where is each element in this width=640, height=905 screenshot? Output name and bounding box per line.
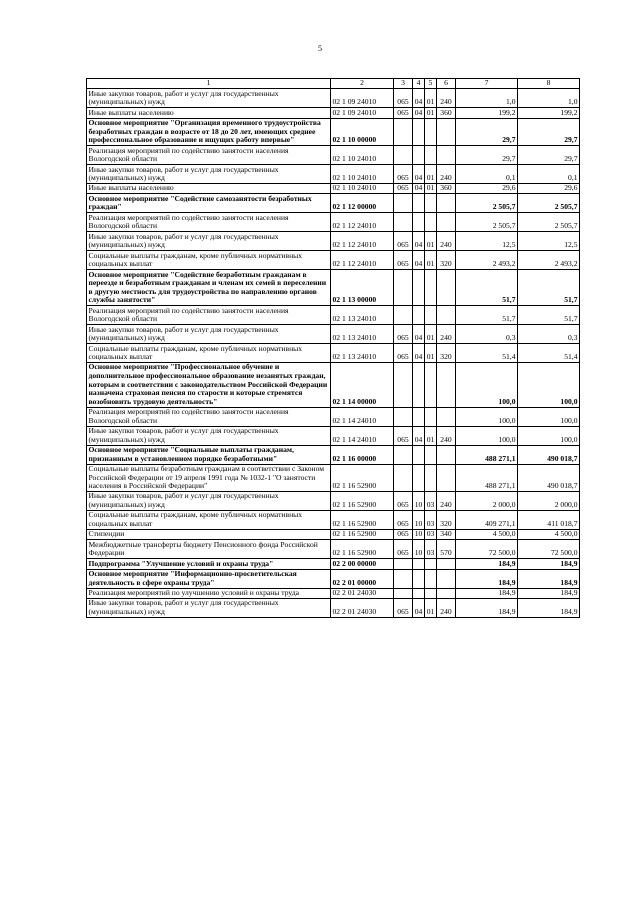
row-amount-year-2: 12,5 bbox=[518, 232, 580, 251]
row-expense-type-code bbox=[437, 194, 456, 213]
row-subsection-code: 01 bbox=[425, 89, 437, 108]
row-subsection-code bbox=[425, 407, 437, 426]
row-expense-type-code: 570 bbox=[437, 540, 456, 559]
row-amount-year-2: 51,7 bbox=[518, 306, 580, 325]
row-name: Социальные выплаты гражданам, кроме публичных нормативных социальных выплат bbox=[87, 251, 331, 270]
row-subsection-code bbox=[425, 464, 437, 492]
header-cell-4: 4 bbox=[413, 79, 425, 89]
row-subsection-code: 01 bbox=[425, 344, 437, 363]
row-subsection-code bbox=[425, 270, 437, 306]
row-section-code: 10 bbox=[413, 529, 425, 539]
row-expense-type-code bbox=[437, 306, 456, 325]
row-expense-type-code: 320 bbox=[437, 251, 456, 270]
row-expense-type-code: 320 bbox=[437, 511, 456, 530]
row-department-code bbox=[394, 146, 413, 165]
row-code: 02 1 12 24010 bbox=[331, 213, 394, 232]
row-amount-year-1: 2 505,7 bbox=[456, 213, 518, 232]
row-name: Иные закупки товаров, работ и услуг для государственных (муниципальных) нужд bbox=[87, 165, 331, 184]
row-amount-year-2: 199,2 bbox=[518, 108, 580, 118]
row-amount-year-2: 100,0 bbox=[518, 407, 580, 426]
header-cell-8: 8 bbox=[518, 79, 580, 89]
row-code: 02 1 10 24010 bbox=[331, 165, 394, 184]
row-amount-year-2: 2 505,7 bbox=[518, 213, 580, 232]
row-code: 02 1 09 24010 bbox=[331, 89, 394, 108]
row-section-code bbox=[413, 306, 425, 325]
row-amount-year-2: 184,9 bbox=[518, 569, 580, 588]
row-code: 02 1 12 24010 bbox=[331, 251, 394, 270]
row-expense-type-code: 360 bbox=[437, 184, 456, 194]
row-name: Основное мероприятие "Социальные выплаты гражданам, признанным в установленном порядке безработными" bbox=[87, 445, 331, 464]
row-amount-year-1: 1,0 bbox=[456, 89, 518, 108]
row-amount-year-2: 184,9 bbox=[518, 598, 580, 617]
row-name: Иные закупки товаров, работ и услуг для государственных (муниципальных) нужд bbox=[87, 89, 331, 108]
row-section-code: 10 bbox=[413, 540, 425, 559]
row-department-code: 065 bbox=[394, 184, 413, 194]
row-department-code: 065 bbox=[394, 89, 413, 108]
row-amount-year-2: 1,0 bbox=[518, 89, 580, 108]
row-subsection-code bbox=[425, 146, 437, 165]
row-amount-year-2: 490 018,7 bbox=[518, 464, 580, 492]
row-department-code: 065 bbox=[394, 232, 413, 251]
row-code: 02 1 16 52900 bbox=[331, 540, 394, 559]
row-section-code: 04 bbox=[413, 251, 425, 270]
table-row bbox=[87, 108, 580, 118]
row-section-code: 04 bbox=[413, 165, 425, 184]
row-amount-year-2: 0,3 bbox=[518, 325, 580, 344]
row-subsection-code bbox=[425, 559, 437, 569]
table-row bbox=[87, 559, 580, 569]
row-amount-year-1: 100,0 bbox=[456, 426, 518, 445]
row-expense-type-code: 240 bbox=[437, 598, 456, 617]
row-subsection-code: 01 bbox=[425, 184, 437, 194]
row-code: 02 2 01 00000 bbox=[331, 569, 394, 588]
row-amount-year-2: 29,7 bbox=[518, 118, 580, 146]
row-subsection-code bbox=[425, 363, 437, 408]
row-name: Основное мероприятие "Профессиональное обучение и дополнительное профессиональное образование незанятых граждан, которым в соответствии с законодательством Российской Федерации назначена страховая пенсия по старости и которые стремятся возобновить трудовую деятельность" bbox=[87, 363, 331, 408]
row-name: Иные закупки товаров, работ и услуг для государственных (муниципальных) нужд bbox=[87, 232, 331, 251]
row-department-code bbox=[394, 306, 413, 325]
row-section-code bbox=[413, 559, 425, 569]
budget-table bbox=[86, 78, 580, 618]
row-name: Иные закупки товаров, работ и услуг для государственных (муниципальных) нужд bbox=[87, 325, 331, 344]
row-code: 02 1 14 24010 bbox=[331, 426, 394, 445]
table-row bbox=[87, 325, 580, 344]
row-code: 02 1 10 24010 bbox=[331, 184, 394, 194]
row-amount-year-1: 199,2 bbox=[456, 108, 518, 118]
row-expense-type-code: 320 bbox=[437, 344, 456, 363]
row-code: 02 2 01 24030 bbox=[331, 598, 394, 617]
table-row bbox=[87, 511, 580, 530]
row-department-code: 065 bbox=[394, 426, 413, 445]
table-row bbox=[87, 529, 580, 539]
row-subsection-code bbox=[425, 445, 437, 464]
row-section-code: 04 bbox=[413, 426, 425, 445]
row-amount-year-2: 51,7 bbox=[518, 270, 580, 306]
row-code: 02 2 01 24030 bbox=[331, 588, 394, 598]
row-name: Межбюджетные трансферты бюджету Пенсионного фонда Российской Федерации bbox=[87, 540, 331, 559]
row-section-code bbox=[413, 194, 425, 213]
table-row bbox=[87, 363, 580, 408]
row-department-code: 065 bbox=[394, 492, 413, 511]
row-department-code bbox=[394, 363, 413, 408]
row-expense-type-code: 240 bbox=[437, 426, 456, 445]
table-row bbox=[87, 306, 580, 325]
row-amount-year-1: 488 271,1 bbox=[456, 445, 518, 464]
row-expense-type-code bbox=[437, 569, 456, 588]
row-subsection-code bbox=[425, 213, 437, 232]
row-amount-year-1: 184,9 bbox=[456, 588, 518, 598]
row-subsection-code bbox=[425, 569, 437, 588]
header-cell-1: 1 bbox=[87, 79, 331, 89]
row-section-code: 04 bbox=[413, 89, 425, 108]
row-expense-type-code bbox=[437, 464, 456, 492]
table-row bbox=[87, 89, 580, 108]
row-expense-type-code bbox=[437, 270, 456, 306]
table-row bbox=[87, 270, 580, 306]
row-name: Реализация мероприятий по содействию занятости населения Вологодской области bbox=[87, 146, 331, 165]
row-department-code: 065 bbox=[394, 598, 413, 617]
row-amount-year-1: 2 493,2 bbox=[456, 251, 518, 270]
row-name: Реализация мероприятий по содействию занятости населения Вологодской области bbox=[87, 213, 331, 232]
row-section-code: 04 bbox=[413, 344, 425, 363]
row-amount-year-2: 29,7 bbox=[518, 146, 580, 165]
row-amount-year-2: 72 500,0 bbox=[518, 540, 580, 559]
table-row bbox=[87, 407, 580, 426]
row-subsection-code: 01 bbox=[425, 108, 437, 118]
row-amount-year-1: 29,7 bbox=[456, 146, 518, 165]
row-code: 02 2 00 00000 bbox=[331, 559, 394, 569]
row-expense-type-code bbox=[437, 363, 456, 408]
row-expense-type-code: 340 bbox=[437, 529, 456, 539]
row-section-code bbox=[413, 146, 425, 165]
table-row bbox=[87, 251, 580, 270]
row-department-code bbox=[394, 270, 413, 306]
row-section-code: 04 bbox=[413, 184, 425, 194]
header-cell-6: 6 bbox=[437, 79, 456, 89]
table-row bbox=[87, 165, 580, 184]
row-section-code bbox=[413, 407, 425, 426]
row-amount-year-1: 12,5 bbox=[456, 232, 518, 251]
row-amount-year-1: 51,4 bbox=[456, 344, 518, 363]
row-amount-year-2: 184,9 bbox=[518, 588, 580, 598]
header-cell-5: 5 bbox=[425, 79, 437, 89]
row-code: 02 1 09 24010 bbox=[331, 108, 394, 118]
row-amount-year-2: 2 000,0 bbox=[518, 492, 580, 511]
row-amount-year-1: 72 500,0 bbox=[456, 540, 518, 559]
row-department-code bbox=[394, 569, 413, 588]
row-expense-type-code bbox=[437, 118, 456, 146]
table-row bbox=[87, 540, 580, 559]
row-expense-type-code bbox=[437, 445, 456, 464]
row-amount-year-2: 2 493,2 bbox=[518, 251, 580, 270]
row-name: Социальные выплаты гражданам, кроме публичных нормативных социальных выплат bbox=[87, 344, 331, 363]
row-subsection-code: 03 bbox=[425, 492, 437, 511]
row-name: Реализация мероприятий по содействию занятости населения Вологодской области bbox=[87, 407, 331, 426]
row-name: Иные выплаты населению bbox=[87, 108, 331, 118]
row-amount-year-2: 184,9 bbox=[518, 559, 580, 569]
row-subsection-code: 03 bbox=[425, 529, 437, 539]
row-amount-year-1: 184,9 bbox=[456, 559, 518, 569]
row-section-code bbox=[413, 464, 425, 492]
row-code: 02 1 14 00000 bbox=[331, 363, 394, 408]
row-department-code bbox=[394, 194, 413, 213]
row-section-code bbox=[413, 213, 425, 232]
row-name: Основное мероприятие "Организация временного трудоустройства безработных граждан в возрасте от 18 до 20 лет, имеющих среднее профессиональное образование и ищущих работу впервые" bbox=[87, 118, 331, 146]
row-amount-year-1: 2 505,7 bbox=[456, 194, 518, 213]
row-amount-year-1: 409 271,1 bbox=[456, 511, 518, 530]
table-row bbox=[87, 184, 580, 194]
row-amount-year-2: 4 500,0 bbox=[518, 529, 580, 539]
row-name: Иные закупки товаров, работ и услуг для государственных (муниципальных) нужд bbox=[87, 492, 331, 511]
table-row bbox=[87, 232, 580, 251]
row-name: Социальные выплаты гражданам, кроме публичных нормативных социальных выплат bbox=[87, 511, 331, 530]
row-amount-year-2: 51,4 bbox=[518, 344, 580, 363]
row-subsection-code: 03 bbox=[425, 511, 437, 530]
row-amount-year-2: 29,6 bbox=[518, 184, 580, 194]
row-name: Основное мероприятие "Информационно-просветительская деятельность в сфере охраны труда" bbox=[87, 569, 331, 588]
row-amount-year-2: 2 505,7 bbox=[518, 194, 580, 213]
row-expense-type-code: 240 bbox=[437, 165, 456, 184]
row-subsection-code bbox=[425, 306, 437, 325]
row-subsection-code: 01 bbox=[425, 165, 437, 184]
table-row bbox=[87, 118, 580, 146]
header-cell-3: 3 bbox=[394, 79, 413, 89]
row-subsection-code bbox=[425, 118, 437, 146]
row-expense-type-code bbox=[437, 213, 456, 232]
row-amount-year-1: 0,1 bbox=[456, 165, 518, 184]
header-cell-7: 7 bbox=[456, 79, 518, 89]
row-amount-year-1: 100,0 bbox=[456, 363, 518, 408]
table-row bbox=[87, 344, 580, 363]
table-row bbox=[87, 146, 580, 165]
table-row bbox=[87, 213, 580, 232]
row-amount-year-1: 0,3 bbox=[456, 325, 518, 344]
row-amount-year-1: 51,7 bbox=[456, 270, 518, 306]
row-expense-type-code: 240 bbox=[437, 232, 456, 251]
row-name: Основное мероприятие "Содействие самозанятости безработных граждан" bbox=[87, 194, 331, 213]
row-expense-type-code: 240 bbox=[437, 89, 456, 108]
row-amount-year-2: 0,1 bbox=[518, 165, 580, 184]
row-amount-year-1: 100,0 bbox=[456, 407, 518, 426]
row-subsection-code: 01 bbox=[425, 598, 437, 617]
row-code: 02 1 13 24010 bbox=[331, 325, 394, 344]
row-section-code bbox=[413, 118, 425, 146]
row-subsection-code bbox=[425, 588, 437, 598]
header-cell-2: 2 bbox=[331, 79, 394, 89]
row-section-code bbox=[413, 588, 425, 598]
table-body bbox=[87, 89, 580, 617]
table-row bbox=[87, 492, 580, 511]
row-name: Иные выплаты населению bbox=[87, 184, 331, 194]
row-section-code bbox=[413, 445, 425, 464]
row-department-code bbox=[394, 588, 413, 598]
row-department-code bbox=[394, 213, 413, 232]
row-amount-year-1: 2 000,0 bbox=[456, 492, 518, 511]
row-subsection-code: 01 bbox=[425, 325, 437, 344]
row-department-code bbox=[394, 464, 413, 492]
row-department-code: 065 bbox=[394, 251, 413, 270]
row-code: 02 1 16 52900 bbox=[331, 529, 394, 539]
row-department-code bbox=[394, 118, 413, 146]
row-amount-year-2: 100,0 bbox=[518, 426, 580, 445]
table-row bbox=[87, 588, 580, 598]
row-name: Реализация мероприятий по содействию занятости населения Вологодской области bbox=[87, 306, 331, 325]
row-section-code bbox=[413, 569, 425, 588]
row-department-code bbox=[394, 407, 413, 426]
row-name: Реализация мероприятий по улучшению условий и охраны труда bbox=[87, 588, 331, 598]
row-expense-type-code: 240 bbox=[437, 325, 456, 344]
row-amount-year-1: 184,9 bbox=[456, 598, 518, 617]
row-name: Иные закупки товаров, работ и услуг для государственных (муниципальных) нужд bbox=[87, 426, 331, 445]
row-department-code: 065 bbox=[394, 325, 413, 344]
row-name: Стипендии bbox=[87, 529, 331, 539]
row-code: 02 1 10 24010 bbox=[331, 146, 394, 165]
row-subsection-code: 01 bbox=[425, 426, 437, 445]
row-section-code: 04 bbox=[413, 598, 425, 617]
table-row bbox=[87, 464, 580, 492]
row-code: 02 1 12 24010 bbox=[331, 232, 394, 251]
row-section-code: 04 bbox=[413, 232, 425, 251]
row-amount-year-1: 29,7 bbox=[456, 118, 518, 146]
row-department-code: 065 bbox=[394, 540, 413, 559]
row-expense-type-code: 240 bbox=[437, 492, 456, 511]
row-amount-year-1: 51,7 bbox=[456, 306, 518, 325]
row-expense-type-code bbox=[437, 588, 456, 598]
row-expense-type-code: 360 bbox=[437, 108, 456, 118]
row-department-code bbox=[394, 445, 413, 464]
table-row bbox=[87, 194, 580, 213]
row-subsection-code: 01 bbox=[425, 232, 437, 251]
row-amount-year-1: 4 500,0 bbox=[456, 529, 518, 539]
row-amount-year-2: 100,0 bbox=[518, 363, 580, 408]
row-section-code bbox=[413, 363, 425, 408]
table-row bbox=[87, 445, 580, 464]
row-code: 02 1 16 52900 bbox=[331, 511, 394, 530]
row-name: Подпрограмма "Улучшение условий и охраны труда" bbox=[87, 559, 331, 569]
row-code: 02 1 16 52900 bbox=[331, 492, 394, 511]
row-department-code: 065 bbox=[394, 165, 413, 184]
row-expense-type-code bbox=[437, 146, 456, 165]
row-name: Иные закупки товаров, работ и услуг для государственных (муниципальных) нужд bbox=[87, 598, 331, 617]
row-expense-type-code bbox=[437, 407, 456, 426]
row-department-code: 065 bbox=[394, 344, 413, 363]
row-code: 02 1 13 24010 bbox=[331, 344, 394, 363]
row-department-code: 065 bbox=[394, 529, 413, 539]
row-subsection-code: 03 bbox=[425, 540, 437, 559]
row-amount-year-1: 184,9 bbox=[456, 569, 518, 588]
row-department-code bbox=[394, 559, 413, 569]
row-section-code: 04 bbox=[413, 325, 425, 344]
row-name: Основное мероприятие "Содействие безработным гражданам в переезде и безработным гражданам и членам их семей в переселении в другую местность для трудоустройства по направлению органов службы занятости" bbox=[87, 270, 331, 306]
row-department-code: 065 bbox=[394, 108, 413, 118]
table-row bbox=[87, 569, 580, 588]
row-amount-year-2: 411 018,7 bbox=[518, 511, 580, 530]
row-expense-type-code bbox=[437, 559, 456, 569]
row-code: 02 1 16 00000 bbox=[331, 445, 394, 464]
page-number: 5 bbox=[318, 44, 322, 53]
header-row bbox=[87, 79, 580, 89]
row-amount-year-1: 488 271,1 bbox=[456, 464, 518, 492]
row-amount-year-1: 29,6 bbox=[456, 184, 518, 194]
row-subsection-code: 01 bbox=[425, 251, 437, 270]
row-code: 02 1 13 00000 bbox=[331, 270, 394, 306]
row-amount-year-2: 490 018,7 bbox=[518, 445, 580, 464]
row-section-code bbox=[413, 270, 425, 306]
row-section-code: 10 bbox=[413, 511, 425, 530]
table-row bbox=[87, 426, 580, 445]
row-code: 02 1 13 24010 bbox=[331, 306, 394, 325]
row-section-code: 10 bbox=[413, 492, 425, 511]
row-code: 02 1 14 24010 bbox=[331, 407, 394, 426]
row-department-code: 065 bbox=[394, 511, 413, 530]
table-row bbox=[87, 598, 580, 617]
row-code: 02 1 16 52900 bbox=[331, 464, 394, 492]
row-section-code: 04 bbox=[413, 108, 425, 118]
row-subsection-code bbox=[425, 194, 437, 213]
row-code: 02 1 10 00000 bbox=[331, 118, 394, 146]
row-name: Социальные выплаты безработным гражданам в соответствии с Законом Российской Федерации от 19 апреля 1991 года № 1032-1 "О занятости населения в Российской Федерации" bbox=[87, 464, 331, 492]
row-code: 02 1 12 00000 bbox=[331, 194, 394, 213]
